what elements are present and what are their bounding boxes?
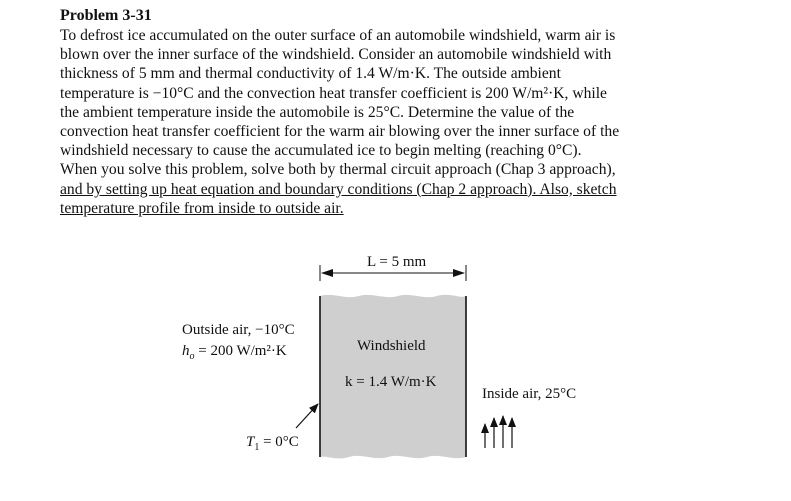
t-symbol: T	[246, 434, 255, 450]
statement-line: thickness of 5 mm and thermal conductivity of 1.4 W/m·K. The outside ambient	[60, 65, 561, 83]
dimension-arrow-right	[453, 269, 465, 277]
conductivity-label: k = 1.4 W/m·K	[345, 374, 437, 390]
h-value: = 200 W/m²·K	[194, 343, 287, 359]
h-symbol: h	[182, 343, 190, 359]
statement-line: When you solve this problem, solve both by thermal circuit approach (Chap 3 approach),	[60, 161, 616, 179]
windshield-label: Windshield	[357, 338, 426, 354]
statement-line: windshield necessary to cause the accumulated ice to begin melting (reaching 0°C).	[60, 142, 582, 160]
outside-h-label	[182, 343, 287, 362]
t-value: = 0°C	[259, 434, 299, 450]
statement-line-underlined: temperature profile from inside to outside air.	[60, 199, 344, 217]
statement-line: blown over the inner surface of the windshield. Consider an automobile windshield with	[60, 46, 612, 64]
warm-air-arrows	[485, 416, 512, 448]
problem-title: Problem 3-31	[60, 7, 152, 24]
inside-air-label: Inside air, 25°C	[482, 386, 577, 402]
surface-temperature-label	[246, 434, 299, 453]
dimension-arrow-left	[321, 269, 333, 277]
statement-line: To defrost ice accumulated on the outer surface of an automobile windshield, warm air is	[60, 27, 616, 44]
surface-pointer-arrow	[296, 404, 318, 428]
t-subscript: 1	[254, 442, 260, 453]
thickness-label: L = 5 mm	[367, 254, 427, 270]
statement-line-underlined: and by setting up heat equation and boundary conditions (Chap 2 approach). Also, sketch	[60, 180, 617, 198]
statement-line: the ambient temperature inside the automobile is 25°C. Determine the value of the	[60, 103, 575, 121]
outside-air-label: Outside air, −10°C	[182, 322, 295, 338]
statement-line: convection heat transfer coefficient for the warm air blowing over the inner surface of the	[60, 123, 620, 141]
statement-line: temperature is −10°C and the convection heat transfer coefficient is 200 W/m²·K, while	[60, 84, 607, 102]
h-subscript: o	[189, 351, 195, 362]
